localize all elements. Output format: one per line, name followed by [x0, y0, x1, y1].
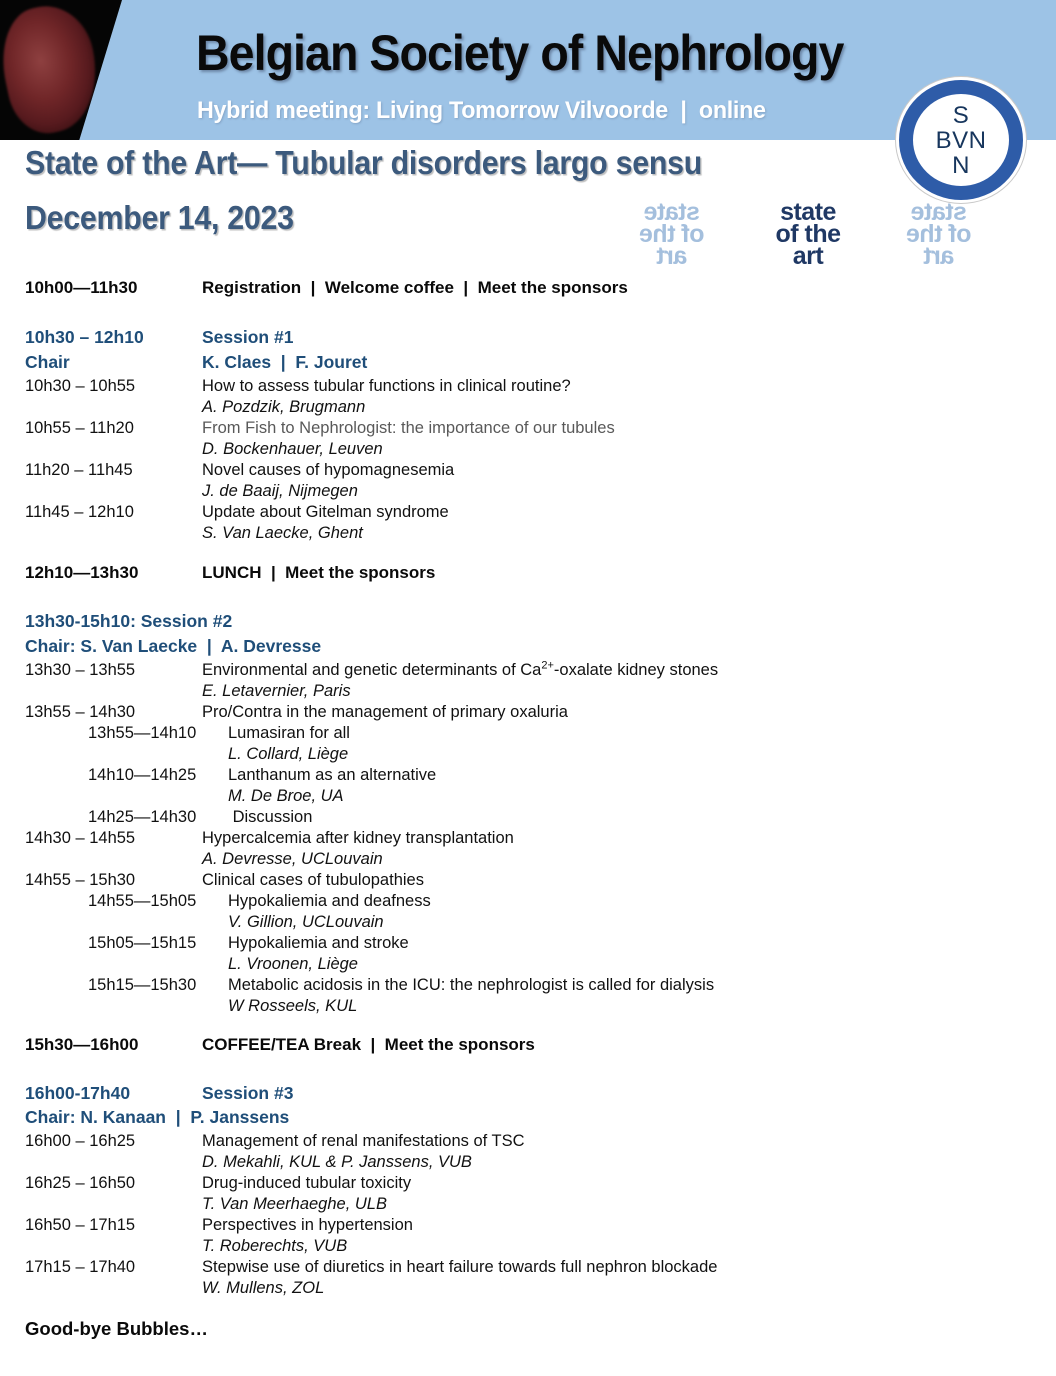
schedule-time: 11h20 – 11h45 — [25, 461, 133, 479]
schedule-row — [25, 933, 1035, 954]
kidney-image — [0, 0, 108, 140]
schedule-text: E. Letavernier, Paris — [202, 682, 351, 700]
schedule-row — [25, 849, 1035, 870]
schedule-text: L. Vroonen, Liège — [228, 955, 358, 973]
schedule-row — [25, 786, 1035, 807]
schedule-row — [25, 418, 1035, 439]
schedule-time: 16h25 – 16h50 — [25, 1174, 136, 1192]
schedule-text: Environmental and genetic determinants of $Ca^{2+}$-oxalate kidney stones — [202, 659, 719, 679]
schedule-text: LUNCH | Meet the sponsors — [202, 563, 436, 582]
schedule-time: 15h05—15h15 — [88, 934, 197, 952]
schedule-row — [25, 610, 1035, 633]
schedule-row — [25, 1106, 1035, 1129]
schedule-time: 12h10—13h30 — [25, 563, 139, 582]
schedule-time: 14h25—14h30 — [88, 808, 197, 826]
schedule-time: 15h15—15h30 — [88, 976, 197, 994]
header-band — [0, 0, 1056, 140]
schedule-time — [25, 681, 202, 702]
schedule-time — [25, 439, 202, 460]
schedule-time — [25, 996, 202, 1017]
schedule-time: 16h50 – 17h15 — [25, 1216, 136, 1234]
schedule-time: 16h00 – 16h25 — [25, 1132, 136, 1150]
schedule-time: 13h30 – 13h55 — [25, 661, 136, 679]
schedule-row — [25, 1236, 1035, 1257]
schedule-time — [25, 1236, 202, 1257]
schedule-row — [25, 765, 1035, 786]
schedule-text: T. Van Meerhaeghe, ULB — [202, 1195, 387, 1213]
schedule-text: Chair: S. Van Laecke | A. Devresse — [25, 636, 322, 656]
schedule-text: From Fish to Nephrologist: the importance of our tubules — [202, 419, 615, 437]
schedule-row — [25, 326, 1035, 349]
kidney-photo — [0, 0, 122, 140]
schedule-text: W Rosseels, KUL — [228, 997, 358, 1015]
state-of-the-art-logo-mirrored: state of the art — [906, 198, 972, 270]
schedule-time — [25, 786, 202, 807]
schedule-row — [25, 1034, 1035, 1055]
society-title: Belgian Society of Nephrology — [196, 25, 844, 81]
schedule-time — [25, 912, 202, 933]
schedule-time: 10h30 – 10h55 — [25, 377, 136, 395]
schedule-time: 14h55 – 15h30 — [25, 871, 136, 889]
schedule-time: Chair — [25, 352, 70, 372]
schedule-row — [25, 1215, 1035, 1236]
schedule-text: Chair: N. Kanaan | P. Janssens — [25, 1107, 290, 1127]
schedule-text: Hypokaliemia and stroke — [228, 934, 409, 952]
schedule-text: Pro/Contra in the management of primary oxaluria — [202, 703, 568, 721]
schedule-row — [25, 481, 1035, 502]
schedule-row — [25, 277, 1035, 298]
schedule-text: Clinical cases of tubulopathies — [202, 871, 424, 889]
schedule — [25, 277, 1035, 1339]
schedule-time: 13h55—14h10 — [88, 724, 197, 742]
schedule-time — [25, 481, 202, 502]
schedule-row — [25, 1257, 1035, 1278]
schedule-row — [25, 828, 1035, 849]
sbvn-logo-line: N — [952, 151, 970, 179]
schedule-text: Management of renal manifestations of TSC — [202, 1132, 525, 1150]
schedule-text: W. Mullens, ZOL — [202, 1279, 325, 1297]
schedule-row — [25, 351, 1035, 374]
state-of-the-art-logo-mirrored: state of the art — [639, 198, 705, 270]
schedule-row — [25, 807, 1035, 828]
sbvn-logo-line: S — [952, 101, 970, 129]
schedule-row — [25, 1131, 1035, 1152]
schedule-text: Lanthanum as an alternative — [228, 766, 437, 784]
schedule-text: Session #1 — [202, 327, 294, 347]
schedule-text: A. Devresse, UCLouvain — [202, 850, 383, 868]
schedule-text: T. Roberechts, VUB — [202, 1237, 348, 1255]
schedule-text: Stepwise use of diuretics in heart failure towards full nephron blockade — [202, 1258, 718, 1276]
schedule-row — [25, 1082, 1035, 1105]
schedule-time: 16h00-17h40 — [25, 1083, 131, 1103]
schedule-text: Novel causes of hypomagnesemia — [202, 461, 455, 479]
schedule-text: Metabolic acidosis in the ICU: the nephrologist is called for dialysis — [228, 976, 715, 994]
schedule-text: Discussion — [228, 808, 313, 826]
schedule-row — [25, 954, 1035, 975]
schedule-text: Hypokaliemia and deafness — [228, 892, 431, 910]
schedule-time — [25, 1152, 202, 1173]
schedule-row — [25, 502, 1035, 523]
schedule-row — [25, 1194, 1035, 1215]
schedule-row — [25, 660, 1035, 681]
schedule-time: 15h30—16h00 — [25, 1035, 139, 1054]
schedule-time: 10h55 – 11h20 — [25, 419, 134, 437]
schedule-row — [25, 870, 1035, 891]
schedule-text: Lumasiran for all — [228, 724, 350, 742]
schedule-time: 14h30 – 14h55 — [25, 829, 136, 847]
schedule-row — [25, 376, 1035, 397]
schedule-text: J. de Baaij, Nijmegen — [202, 482, 358, 500]
event-title: State of the Art— Tubular disorders largo sensu — [25, 144, 702, 181]
schedule-time: 10h00—11h30 — [25, 278, 138, 297]
sbvn-logo — [899, 80, 1023, 200]
schedule-text: S. Van Laecke, Ghent — [202, 524, 363, 542]
schedule-time: 11h45 – 12h10 — [25, 503, 134, 521]
schedule-text: M. De Broe, UA — [228, 787, 344, 805]
schedule-text: Update about Gitelman syndrome — [202, 503, 449, 521]
schedule-text: Perspectives in hypertension — [202, 1216, 413, 1234]
schedule-text: D. Mekahli, KUL & P. Janssens, VUB — [202, 1153, 472, 1171]
schedule-time — [25, 523, 202, 544]
schedule-row — [25, 744, 1035, 765]
schedule-text: K. Claes | F. Jouret — [202, 352, 368, 372]
schedule-time — [25, 397, 202, 418]
schedule-time — [25, 1278, 202, 1299]
schedule-time: 10h30 – 12h10 — [25, 327, 144, 347]
schedule-text: D. Bockenhauer, Leuven — [202, 440, 383, 458]
schedule-text: L. Collard, Liège — [228, 745, 349, 763]
schedule-text: Hypercalcemia after kidney transplantation — [202, 829, 514, 847]
schedule-row — [25, 996, 1035, 1017]
schedule-text: A. Pozdzik, Brugmann — [202, 398, 366, 416]
schedule-time: 17h15 – 17h40 — [25, 1258, 136, 1276]
schedule-row — [25, 1278, 1035, 1299]
schedule-text: Good-bye Bubbles… — [25, 1318, 208, 1339]
schedule-time — [25, 849, 202, 870]
schedule-time: 14h55—15h05 — [88, 892, 197, 910]
state-of-the-art-logo: state of the art — [775, 198, 841, 270]
schedule-text: Session #3 — [202, 1083, 294, 1103]
schedule-row — [25, 1318, 1035, 1339]
meeting-subtitle: Hybrid meeting: Living Tomorrow Vilvoorde | online — [197, 97, 766, 124]
schedule-row — [25, 891, 1035, 912]
schedule-time — [25, 1194, 202, 1215]
schedule-time: 14h10—14h25 — [88, 766, 197, 784]
schedule-text: Registration | Welcome coffee | Meet the sponsors — [202, 278, 628, 297]
schedule-row — [25, 1173, 1035, 1194]
schedule-text: How to assess tubular functions in clinical routine? — [202, 377, 571, 395]
schedule-text: Drug-induced tubular toxicity — [202, 1174, 412, 1192]
schedule-row — [25, 562, 1035, 583]
event-date: December 14, 2023 — [25, 199, 294, 236]
schedule-row — [25, 635, 1035, 658]
schedule-row — [25, 523, 1035, 544]
schedule-row — [25, 723, 1035, 744]
schedule-row — [25, 439, 1035, 460]
schedule-row — [25, 912, 1035, 933]
schedule-time — [25, 744, 202, 765]
schedule-row — [25, 397, 1035, 418]
schedule-row — [25, 702, 1035, 723]
schedule-text: COFFEE/TEA Break | Meet the sponsors — [202, 1035, 535, 1054]
schedule-time: 13h55 – 14h30 — [25, 703, 136, 721]
schedule-row — [25, 1152, 1035, 1173]
schedule-text: V. Gillion, UCLouvain — [228, 913, 384, 931]
schedule-row — [25, 681, 1035, 702]
schedule-row — [25, 975, 1035, 996]
schedule-text: 13h30-15h10: Session #2 — [25, 611, 233, 631]
schedule-time — [25, 954, 202, 975]
sbvn-logo-line: BVN — [935, 126, 987, 154]
schedule-row — [25, 460, 1035, 481]
